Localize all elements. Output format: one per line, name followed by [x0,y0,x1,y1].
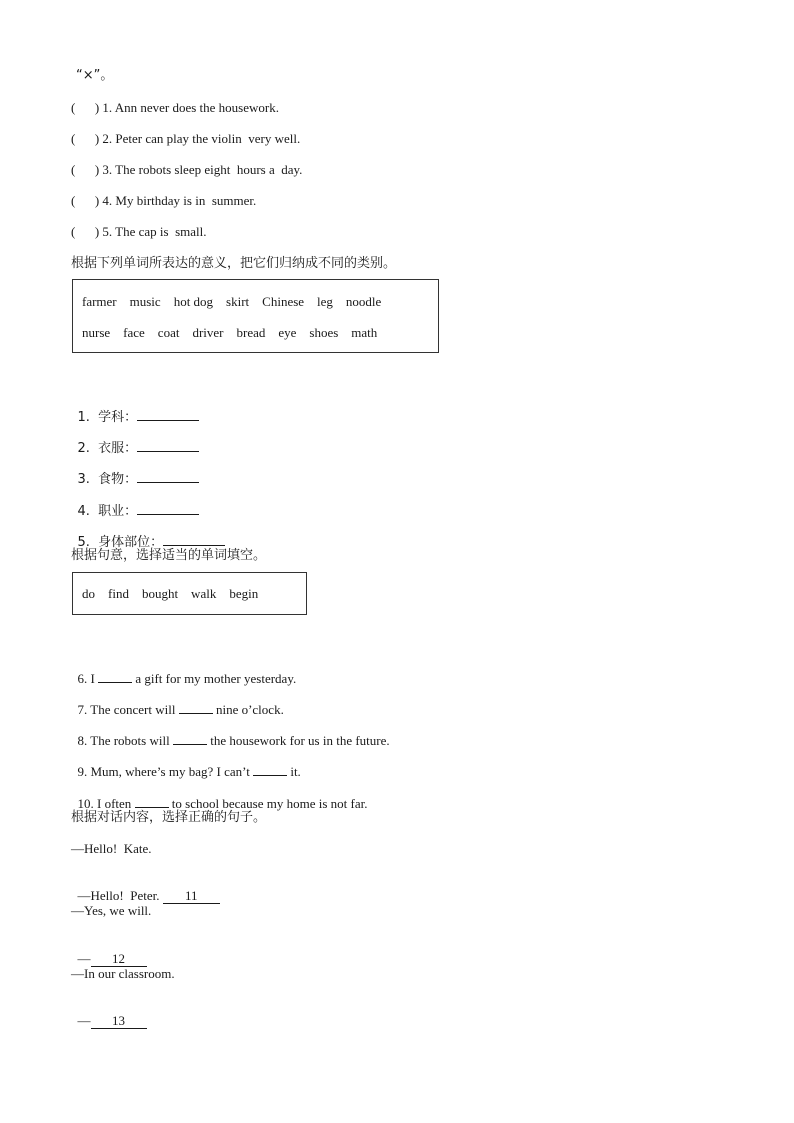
word-box [72,279,439,353]
fill-text: 9. Mum, where’s my bag? I can’t [77,764,254,779]
answer-blank [137,502,199,515]
word-box-line-1: farmer music hot dog skirt Chinese leg noodle [82,294,382,309]
judge-item-5: ( ) 5. The cap is small. [71,224,207,239]
category-label: 1. 学科： [77,410,138,425]
fill-text: 8. The robots will [77,733,173,748]
category-row-3 [71,454,199,488]
dialogue-line-6 [71,997,147,1029]
answer-blank [137,439,199,452]
word-box-line-2: nurse face coat driver bread eye shoes math [82,325,378,340]
category-label: 5. 身体部位： [77,535,164,550]
fill-item-10 [71,779,367,812]
answer-blank [179,701,213,714]
answer-blank [137,408,199,421]
answer-blank [137,470,199,483]
fill-item-7 [71,685,284,718]
dialogue-line-3: —Yes, we will. [71,903,152,918]
category-row-5 [71,517,225,551]
dialogue-instruction: 根据对话内容，选择正确的句子。 [71,810,267,825]
dialogue-line-4 [71,935,147,967]
answer-blank [163,533,225,546]
fill-item-8 [71,716,390,749]
fill-item-6 [71,654,296,687]
fill-item-9 [71,747,301,780]
dialogue-text: — [77,1013,91,1028]
fill-text: 7. The concert will [77,702,179,717]
answer-blank [173,732,207,745]
judge-item-1: ( ) 1. Ann never does the housework. [71,100,279,115]
category-row-2 [71,423,199,457]
category-label: 4. 职业： [77,504,138,519]
fill-text: to school because my home is not far. [168,796,368,811]
blank-11: 11 [163,889,220,904]
dialogue-line-5: —In our classroom. [71,966,175,981]
category-label: 2. 衣服： [77,441,138,456]
blank-13: 13 [91,1014,147,1029]
answer-blank [135,795,169,808]
dialogue-text: — [77,951,91,966]
judge-item-2: ( ) 2. Peter can play the violin very well. [71,131,301,146]
answer-blank [253,763,287,776]
fill-text: a gift for my mother yesterday. [132,671,297,686]
category-row-1 [71,392,199,426]
judge-note: “×”。 [76,68,114,83]
verb-box [72,572,307,615]
judge-item-4: ( ) 4. My birthday is in summer. [71,193,257,208]
category-label: 3. 食物： [77,472,138,487]
judge-item-3: ( ) 3. The robots sleep eight hours a day. [71,162,303,177]
dialogue-text: —Hello! Peter. [77,888,163,903]
blank-12: 12 [91,952,147,967]
category-row-4 [71,486,199,520]
fill-instruction: 根据句意，选择适当的单词填空。 [71,548,267,563]
fill-text: it. [287,764,301,779]
answer-blank [98,670,132,683]
dialogue-line-2 [71,872,220,904]
fill-text: 6. I [77,671,99,686]
classify-instruction: 根据下列单词所表达的意义，把它们归纳成不同的类别。 [71,256,397,271]
dialogue-line-1: —Hello! Kate. [71,841,152,856]
fill-text: nine o’clock. [212,702,284,717]
fill-text: the housework for us in the future. [206,733,390,748]
fill-text: 10. I often [77,796,135,811]
verb-box-words: do find bought walk begin [82,586,259,601]
